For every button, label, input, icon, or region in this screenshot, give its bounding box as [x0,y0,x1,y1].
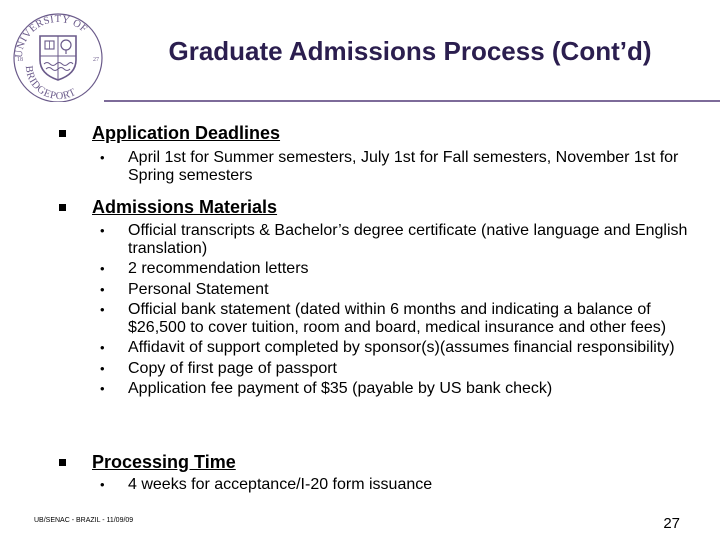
seal-text-top: UNIVERSITY OF [13,13,90,59]
title-divider [104,100,720,102]
seal-text-bottom: BRIDGEPORT [22,65,79,102]
list-item: • Affidavit of support completed by sponsor(s)(assumes financial responsibility) [100,339,675,356]
list-item: • Official transcripts & Bachelor’s degree certificate (native language and English translation) [100,222,688,257]
section-admissions-materials [0,197,720,398]
list-item: • Personal Statement [100,280,269,298]
bullet-dot-icon: • [100,281,105,297]
bullet-dot-icon: • [100,360,105,376]
seal-year-left: 18 [17,57,23,63]
list-item: • Application fee payment of $35 (payable by US bank check) [100,380,553,397]
bullet-dot-icon: • [100,150,105,165]
bullet-dot-icon: • [100,302,105,317]
section-heading: Processing Time [92,452,236,472]
section-heading: Application Deadlines [92,123,281,143]
square-bullet-icon [59,459,66,466]
bullet-dot-icon: • [100,381,105,396]
seal-year-right: 27 [93,57,99,63]
list-item: • Copy of first page of passport [100,359,337,377]
list-item: • April 1st for Summer semesters, July 1st for Fall semesters, November 1st for Spring semesters [100,149,679,184]
bullet-dot-icon: • [100,340,105,355]
footer-text: UB/SENAC - BRAZIL - 11/09/09 [34,517,134,524]
seal-book-icon [45,41,54,49]
list-item: • Official bank statement (dated within 6 months and indicating a balance of $26,500 to cover tuition, room and board, medical insurance and other fees) [100,301,667,336]
page-number: 27 [663,515,680,532]
section-processing-time [0,452,720,494]
section-heading: Admissions Materials [92,197,278,217]
bullet-dot-icon: • [100,261,105,276]
section-application-deadlines [0,123,720,184]
list-item: • 2 recommendation letters [100,260,309,277]
bullet-dot-icon: • [100,223,105,238]
square-bullet-icon [59,130,66,137]
square-bullet-icon [59,204,66,211]
svg-text:BRIDGEPORT [23,65,78,102]
seal-tree-icon [61,40,71,54]
list-item: • 4 weeks for acceptance/I-20 form issuance [100,476,433,493]
university-seal-logo [8,8,108,102]
page-title: Graduate Admissions Process (Cont’d) [168,36,652,66]
bullet-dot-icon: • [100,477,105,492]
